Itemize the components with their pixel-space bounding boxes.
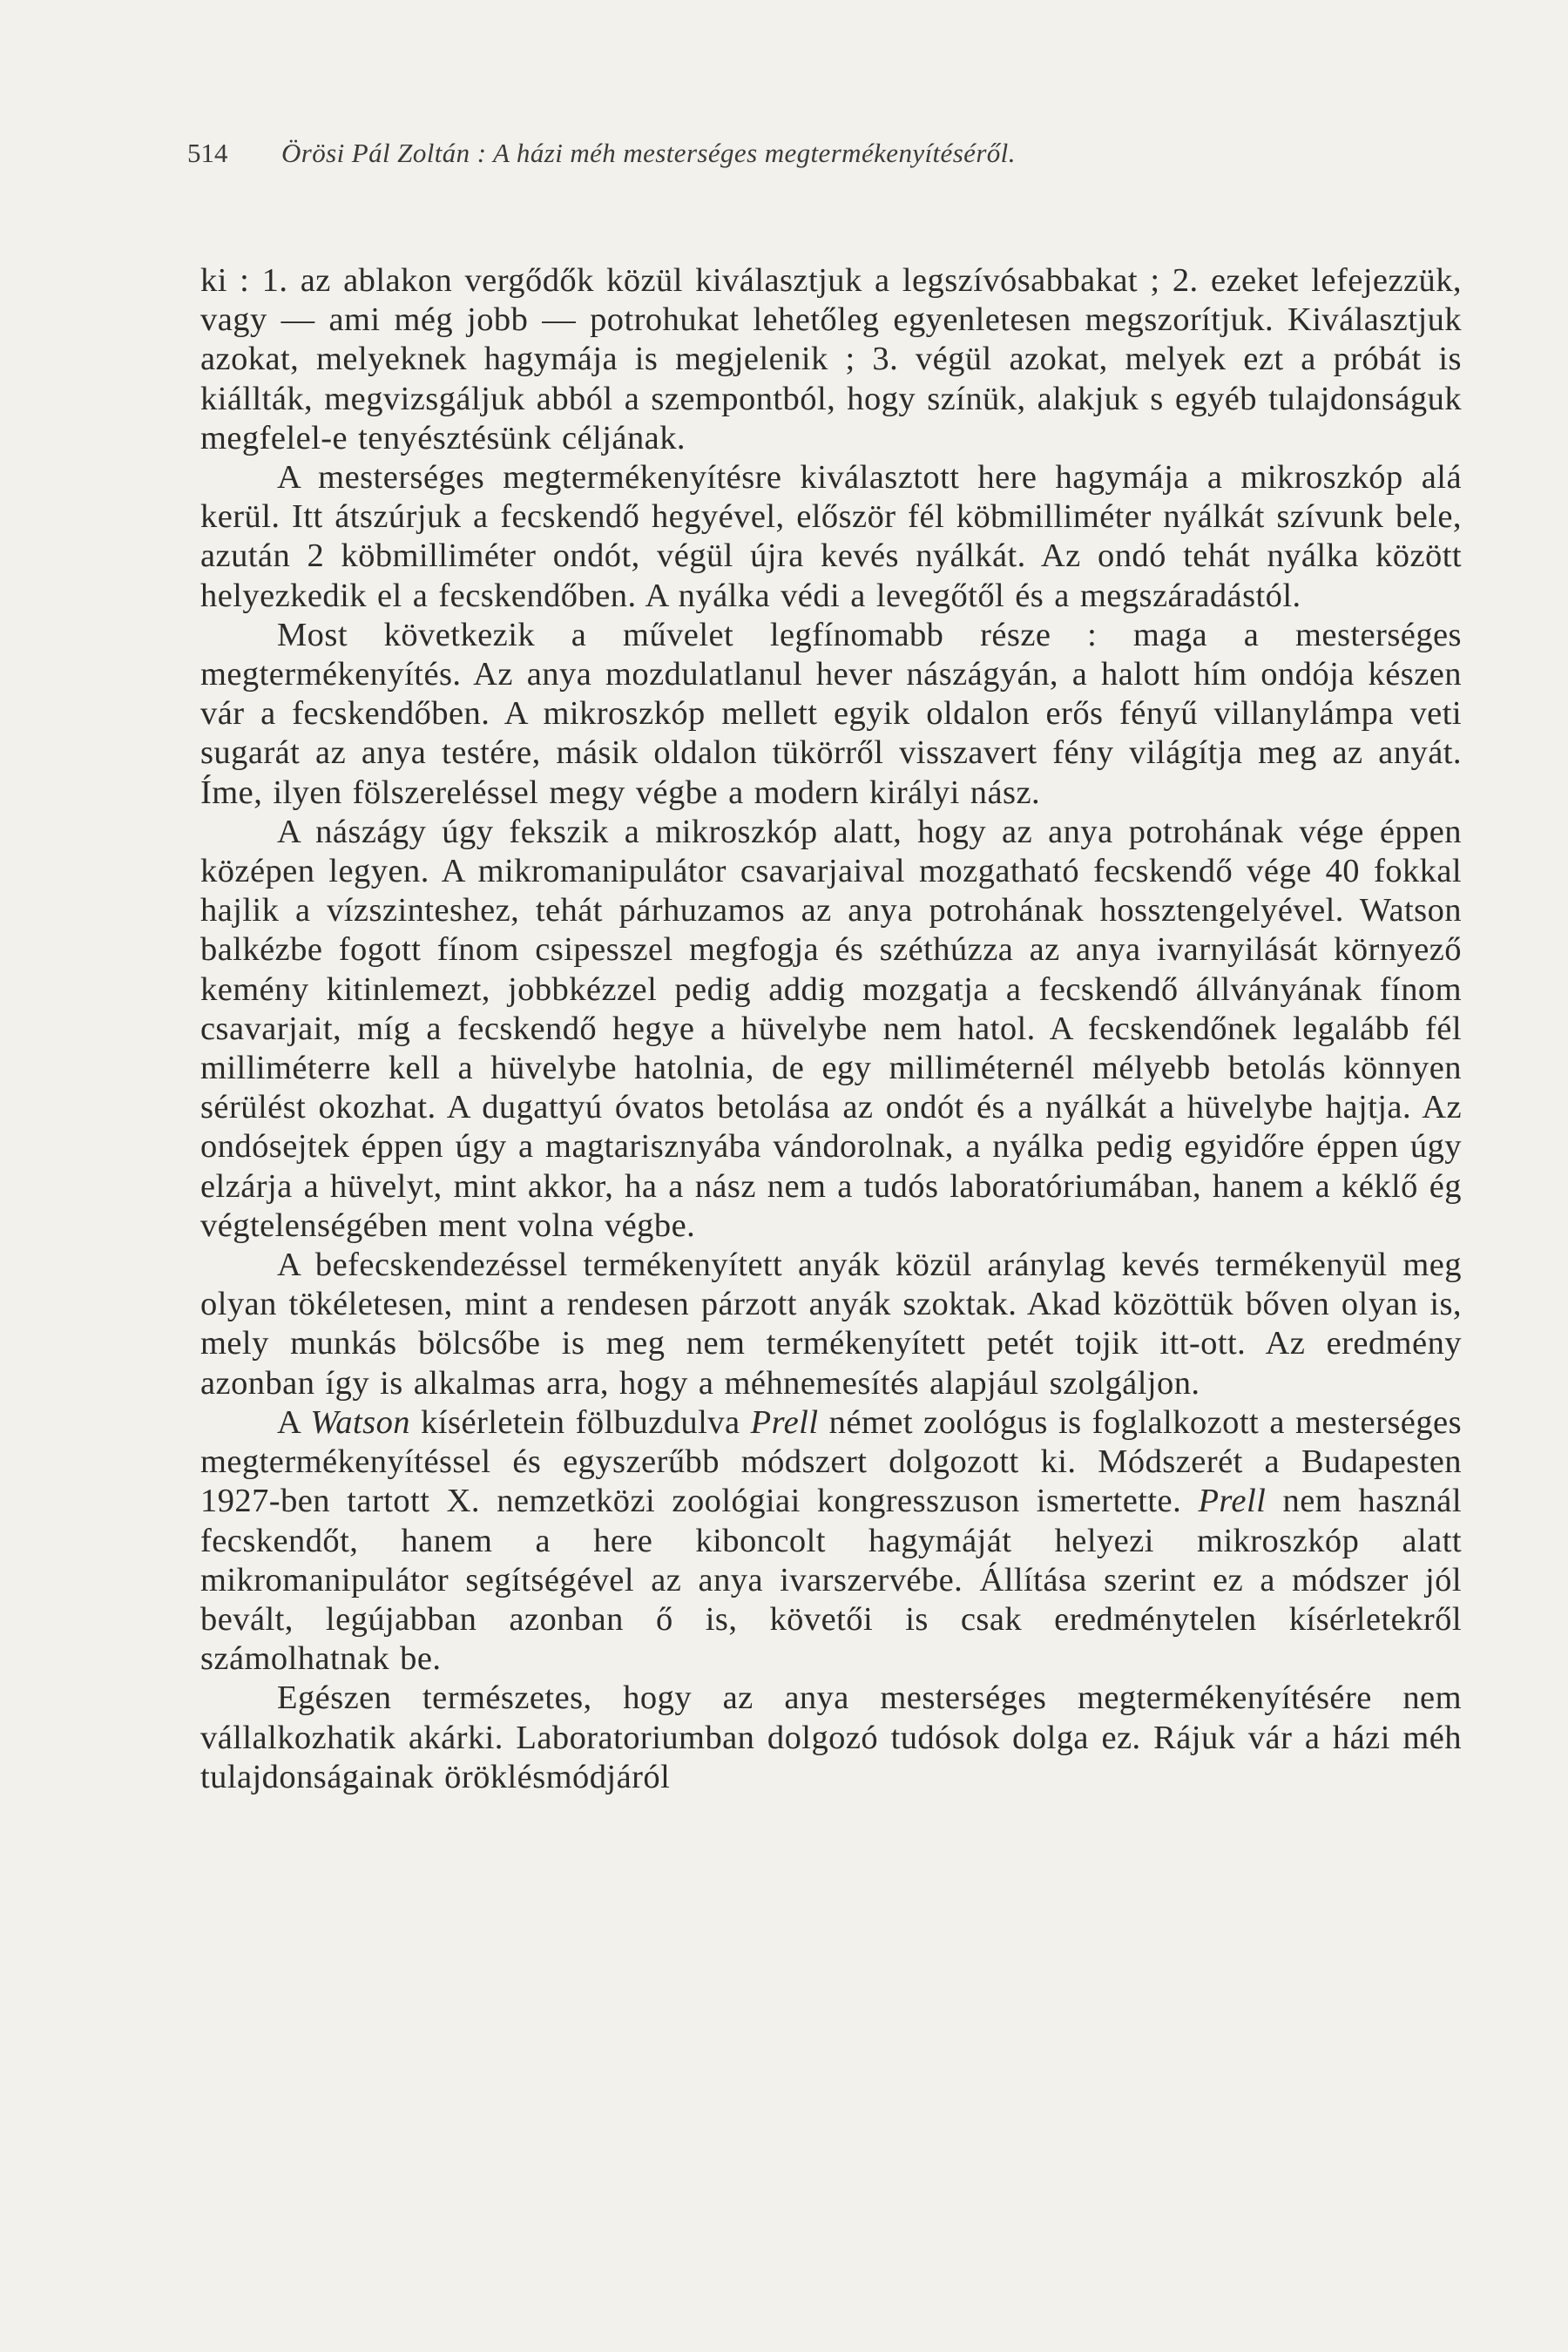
paragraph-text: A befecskendezéssel termékenyített anyák közül aránylag kevés termékenyül meg olyan tökéletesen, mint a rendesen párzott anyák szoktak. Akad közöttük bőven olyan is, mely munkás bölcsőbe is meg nem termékenyített petét tojik itt-ott. Az eredmény azonban így is alkalmas arra, hogy a méhnemesítés alapjául szolgáljon. <box>200 1247 1462 1402</box>
italic-name: Watson <box>310 1403 410 1441</box>
italic-name: Prell <box>750 1403 819 1441</box>
paragraph-text: Egészen természetes, hogy az anya mesterséges megtermékenyítésére nem vállalkozhatik akárki. Laboratoriumban dolgozó tudósok dolga ez. Rájuk vár a házi méh tulajdonságainak öröklésmódjáról <box>200 1680 1462 1795</box>
paragraph <box>200 813 1462 1246</box>
paragraph-text: A nászágy úgy fekszik a mikroszkóp alatt, hogy az anya potrohának vége éppen középen legyen. A mikromanipulátor csavarjaival mozgatható fecskendő vége 40 fokkal hajlik a vízszinteshez, tehát párhuzamos az anya potrohának hossztengelyével. Watson balkézbe fogott fínom csipesszel megfogja és széthúzza az anya ivarnyilását környező kemény kitinlemezt, jobbkézzel pedig addig mozgatja a fecskendő állványának fínom csavarjait, míg a fecskendő hegye a hüvelybe nem hatol. A fecskendőnek legalább fél milliméterre kell a hüvelybe hatolnia, de egy milliméternél mélyebb betolás könnyen sérülést okozhat. A dugattyú óvatos betolása az ondót és a nyálkát a hüvelybe hajtja. Az ondósejtek éppen úgy a magtarisznyába vándorolnak, a nyálka pedig egyidőre éppen úgy elzárja a hüvelyt, mint akkor, ha a nász nem a tudós laboratóriumában, hanem a kéklő ég végtelenségében ment volna végbe. <box>200 813 1462 1244</box>
paragraph <box>200 261 1462 458</box>
body-text <box>200 261 1462 1797</box>
paragraph <box>200 616 1462 813</box>
paragraph <box>200 458 1462 616</box>
paragraph-text: nem használ fecskendőt, hanem a here kiboncolt hagymáját helyezi mikroszkóp alatt mikromanipulátor segítségével az anya ivarszervébe. Állítása szerint ez a módszer jól bevált, legújabban azonban ő is, követői is csak eredménytelen kísérletekről számolhatnak be. <box>200 1483 1462 1678</box>
paragraph-text: A <box>277 1403 311 1441</box>
paragraph-text: német zoológus is foglalkozott a mesterséges megtermékenyítéssel és egyszerűbb módszert dolgozott ki. Módszerét a Budapesten 1927-ben tartott X. nemzetközi zoológiai kongresszuson ismertette. <box>200 1403 1462 1520</box>
paragraph-text: A mesterséges megtermékenyítésre kiválasztott here hagymája a mikroszkóp alá kerül. Itt átszúrjuk a fecskendő hegyével, először fél köbmilliméter nyálkát szívunk bele, azután 2 köbmilliméter ondót, végül újra kevés nyálkát. Az ondó tehát nyálka között helyezkedik el a fecskendőben. A nyálka védi a levegőtől és a megszáradástól. <box>200 459 1462 614</box>
paragraph <box>200 1679 1462 1797</box>
paragraph <box>200 1403 1462 1679</box>
paragraph-text: kísérletein fölbuzdulva <box>409 1403 751 1441</box>
italic-name: Prell <box>1198 1483 1267 1520</box>
running-title: Örösi Pál Zoltán : A házi méh mesterséges megtermékenyítéséről. <box>281 138 1016 168</box>
paragraph-text: Most következik a művelet legfínomabb része : maga a mesterséges megtermékenyítés. Az anya mozdulatlanul hever nászágyán, a halott hím ondója készen vár a fecskendőben. A mikroszkóp mellett egyik oldalon erős fényű villanylámpa veti sugarát az anya testére, másik oldalon tükörről visszavert fény világítja meg az anyát. Íme, ilyen fölszereléssel megy végbe a modern királyi nász. <box>200 616 1462 811</box>
page-number: 514 <box>187 138 228 168</box>
paragraph <box>200 1246 1462 1403</box>
paragraph-text: ki : 1. az ablakon vergődők közül kiválasztjuk a legszívósabbakat ; 2. ezeket lefejezzük, vagy — ami még jobb — potrohukat lehetőleg egyenletesen megszorítjuk. Kiválasztjuk azokat, melyeknek hagymája is megjelenik ; 3. végül azokat, melyek ezt a próbát is kiállták, megvizsgáljuk abból a szempontból, hogy színük, alakjuk s egyéb tulajdonságuk megfelel-e tenyésztésünk céljának. <box>200 262 1462 456</box>
running-head <box>187 138 1407 169</box>
